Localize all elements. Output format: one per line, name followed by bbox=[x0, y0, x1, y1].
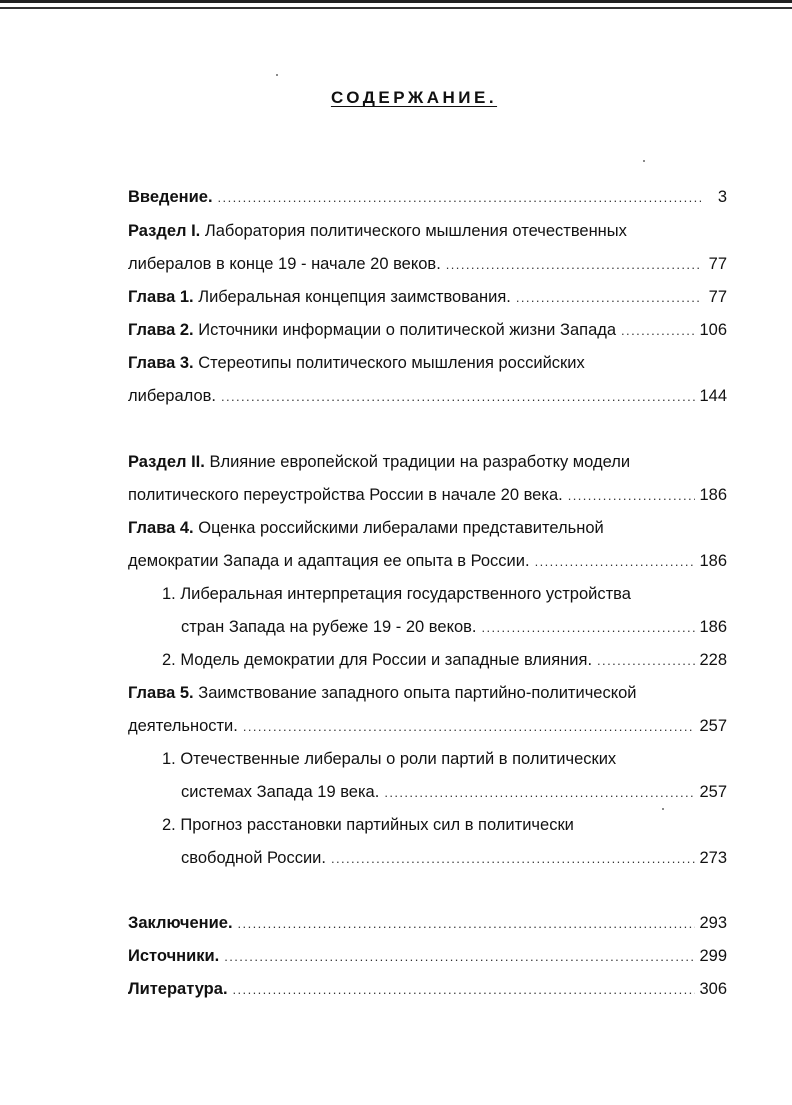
dot-leader bbox=[568, 479, 696, 512]
page-title: СОДЕРЖАНИЕ. bbox=[330, 88, 498, 107]
page-number: 293 bbox=[699, 914, 727, 932]
toc-entry-chapter-5-2-cont[interactable] bbox=[181, 842, 727, 875]
toc-entry-sources[interactable] bbox=[128, 940, 727, 973]
dot-leader bbox=[446, 248, 701, 281]
dot-leader bbox=[384, 776, 695, 809]
toc-text: Влияние европейской традиции на разработку модели bbox=[209, 453, 631, 471]
dot-leader bbox=[516, 281, 701, 314]
toc-entry-section-2-cont[interactable] bbox=[128, 479, 727, 512]
scan-edge-line-secondary bbox=[0, 7, 792, 9]
toc-label: Глава 2. bbox=[128, 321, 194, 339]
toc-entry-chapter-4-1[interactable] bbox=[162, 578, 727, 611]
page-number: 186 bbox=[699, 552, 727, 570]
toc-text: 2. Модель демократии для России и западные влияния. bbox=[162, 651, 593, 669]
toc-entry-chapter-3-cont[interactable] bbox=[128, 380, 727, 413]
toc-entry-literature[interactable] bbox=[128, 973, 727, 1006]
dot-leader bbox=[238, 907, 696, 940]
toc-text: политического переустройства России в начале 20 века. bbox=[128, 486, 563, 504]
toc-label: Введение. bbox=[128, 188, 213, 206]
page-number: 106 bbox=[699, 321, 727, 339]
toc-entry-chapter-5[interactable] bbox=[128, 677, 727, 710]
dot-leader bbox=[535, 545, 696, 578]
toc-entry-chapter-1[interactable] bbox=[128, 281, 727, 314]
toc-label: Глава 5. bbox=[128, 684, 194, 702]
toc-label: Глава 1. bbox=[128, 288, 194, 306]
page-number: 186 bbox=[699, 618, 727, 636]
toc-label: Литература. bbox=[128, 980, 228, 998]
toc-text: либералов в конце 19 - начале 20 веков. bbox=[128, 255, 441, 273]
toc-entry-chapter-4-cont[interactable] bbox=[128, 545, 727, 578]
toc-text: либералов. bbox=[128, 387, 216, 405]
toc-entry-chapter-5-2[interactable] bbox=[162, 809, 727, 842]
dot-leader bbox=[243, 710, 696, 743]
page-number: 257 bbox=[699, 717, 727, 735]
toc-entry-section-2[interactable] bbox=[128, 446, 727, 479]
dot-leader bbox=[482, 611, 696, 644]
toc-entry-chapter-4-2[interactable] bbox=[162, 644, 727, 677]
page-number: 228 bbox=[699, 651, 727, 669]
toc-entry-chapter-5-cont[interactable] bbox=[128, 710, 727, 743]
dot-leader bbox=[597, 644, 695, 677]
page-number: 273 bbox=[699, 849, 727, 867]
toc-text: Заимствование западного опыта партийно-политической bbox=[198, 684, 637, 702]
toc-entry-chapter-4[interactable] bbox=[128, 512, 727, 545]
toc-label: Источники. bbox=[128, 947, 220, 965]
page-number: 299 bbox=[699, 947, 727, 965]
toc-text: демократии Запада и адаптация ее опыта в России. bbox=[128, 552, 530, 570]
toc-label: Раздел I. bbox=[128, 222, 201, 240]
page-number: 3 bbox=[717, 188, 727, 206]
toc-text: свободной России. bbox=[181, 849, 326, 867]
page-number: 144 bbox=[699, 387, 727, 405]
toc-text: 1. Отечественные либералы о роли партий в политических bbox=[162, 750, 617, 768]
toc-text: Оценка российскими либералами представительной bbox=[198, 519, 604, 537]
page-number: 77 bbox=[708, 288, 727, 306]
scan-speck bbox=[276, 74, 278, 76]
dot-leader bbox=[621, 314, 695, 347]
toc-label: Глава 4. bbox=[128, 519, 194, 537]
toc-text: 2. Прогноз расстановки партийных сил в политически bbox=[162, 816, 574, 834]
scan-edge-line bbox=[0, 0, 792, 3]
toc-entry-chapter-3[interactable] bbox=[128, 347, 727, 380]
toc-entry-chapter-4-1-cont[interactable] bbox=[181, 611, 727, 644]
toc-entry-section-1-cont[interactable] bbox=[128, 248, 727, 281]
toc-label: Раздел II. bbox=[128, 453, 205, 471]
dot-leader bbox=[233, 973, 696, 1006]
dot-leader bbox=[224, 940, 695, 973]
scan-speck bbox=[643, 160, 645, 162]
toc-text: 1. Либеральная интерпретация государственного устройства bbox=[162, 585, 631, 603]
dot-leader bbox=[218, 181, 701, 214]
toc-label: Заключение. bbox=[128, 914, 233, 932]
toc-text: Лаборатория политического мышления отечественных bbox=[204, 222, 627, 240]
toc-text: Источники информации о политической жизни Запада bbox=[198, 321, 617, 339]
toc-entry-chapter-2[interactable] bbox=[128, 314, 727, 347]
toc-label: Глава 3. bbox=[128, 354, 194, 372]
toc-text: Стереотипы политического мышления российских bbox=[198, 354, 585, 372]
toc-text: деятельности. bbox=[128, 717, 238, 735]
toc-text: стран Запада на рубеже 19 - 20 веков. bbox=[181, 618, 477, 636]
dot-leader bbox=[221, 380, 695, 413]
dot-leader bbox=[331, 842, 696, 875]
page-number: 257 bbox=[699, 783, 727, 801]
page-number: 306 bbox=[699, 980, 727, 998]
toc-entry-chapter-5-1[interactable] bbox=[162, 743, 727, 776]
toc-entry-intro[interactable] bbox=[128, 181, 727, 214]
toc-text: системах Запада 19 века. bbox=[181, 783, 380, 801]
toc-entry-chapter-5-1-cont[interactable] bbox=[181, 776, 727, 809]
toc-text: Либеральная концепция заимствования. bbox=[198, 288, 511, 306]
page-number: 77 bbox=[708, 255, 727, 273]
toc-entry-section-1[interactable] bbox=[128, 215, 727, 248]
page-number: 186 bbox=[699, 486, 727, 504]
toc-entry-conclusion[interactable] bbox=[128, 907, 727, 940]
